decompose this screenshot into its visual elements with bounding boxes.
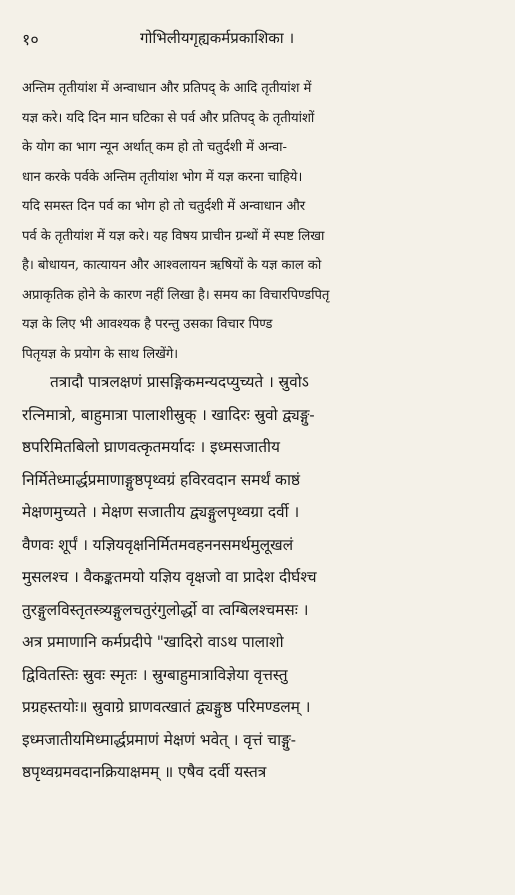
text-line: यज्ञ करे। यदि दिन मान घटिका से पर्व और प्रतिपद् के तृतीयांशों: [22, 110, 315, 126]
verse-line: तुरङ्गुलविस्तृतस्त्र्यङ्गुलचतुरंगुलोर्द्धो वा त्वग्बिलश्चमसः ।: [22, 600, 309, 619]
page-header: [22, 28, 493, 52]
page-number: १०: [22, 30, 39, 49]
verse-line: अत्र प्रमाणानि कर्मप्रदीपे "खादिरो वाऽथ पालाशो: [22, 633, 284, 651]
verse-line: वैणवः शूर्पं । यज्ञियवृक्षनिर्मितमवहननसमर्थमुलूखलं: [22, 535, 294, 554]
text-line: यदि समस्त दिन पर्व का भोग हो तो चतुर्दशी में अन्वाधान और: [22, 199, 306, 214]
hindi-commentary: [22, 74, 497, 369]
verse-line: तत्रादौ पात्रलक्षणं प्रासङ्गिकमन्यदप्युच्यते । स्रुवोऽ: [50, 373, 309, 391]
verse-line: ष्ठपृथ्वग्रमवदानक्रियाक्षमम् ॥ एषैव दर्वी यस्तत्र: [22, 763, 267, 781]
running-title: गोभिलीयगृह्यकर्मप्रकाशिका ।: [140, 29, 295, 47]
verse-line: द्विवितस्तिः स्रुवः स्मृतः । स्रुग्बाहुमात्राविज्ञेया वृत्तस्तु: [22, 665, 288, 684]
text-line: धान करके पर्वके अन्तिम तृतीयांश भोग में यज्ञ करना चाहिये।: [22, 169, 303, 185]
verse-line: मेक्षणमुच्यते । मेक्षण सजातीय द्व्यङ्गुलपृथ्वग्रा दर्वी ।: [22, 503, 300, 521]
text-line: पर्व के तृतीयांश में यज्ञ करे। यह विषय प्राचीन ग्रन्थों में स्पष्ट लिखा: [22, 228, 325, 244]
verse-line: निर्मितेध्मार्द्धप्रमाणाङ्गुष्ठपृथ्वग्रं हविरवदान समर्थं काष्ठं: [22, 470, 300, 489]
sanskrit-text: [22, 366, 500, 789]
text-line: यज्ञ के लिए भी आवश्यक है परन्तु उसका विचार पिण्ड: [22, 317, 273, 332]
text-line: अप्राकृतिक होने के कारण नहीं लिखा है। समय का विचारपिण्डपितृ: [22, 287, 330, 303]
verse-line: इध्मजातीयमिध्मार्द्धप्रमाणं मेक्षणं भवेत् । वृत्तं चाङ्गु-: [22, 730, 296, 749]
text-line: अन्तिम तृतीयांश में अन्वाधान और प्रतिपद् के आदि तृतीयांश में: [22, 81, 312, 96]
verse-line: रत्निमात्रो, बाहुमात्रा पालाशीस्रुक् । खादिरः स्रुवो द्व्यङ्गु-: [22, 405, 315, 424]
verse-line: प्रग्रहस्तयोः॥ स्रुवाग्रे घ्राणवत्खातं द्व्यङ्गुष्ठ परिमण्डलम् ।: [22, 698, 311, 716]
text-line: है। बोधायन, कात्यायन और आश्वलायन ऋषियों के यज्ञ काल को: [22, 258, 322, 273]
verse-line: ष्ठपरिमितबिलो घ्राणवत्कृतमर्यादः । इध्मसजातीय: [22, 438, 280, 456]
text-line: के योग का भाग न्यून अर्थात् कम हो तो चतुर्दशी में अन्वा-: [22, 140, 287, 155]
text-line: पितृयज्ञ के प्रयोग के साथ लिखेंगे।: [22, 346, 179, 362]
verse-line: मुसलश्च । वैकङ्कतमयो यज्ञिय वृक्षजो वा प्रादेश दीर्घश्च: [22, 568, 317, 586]
